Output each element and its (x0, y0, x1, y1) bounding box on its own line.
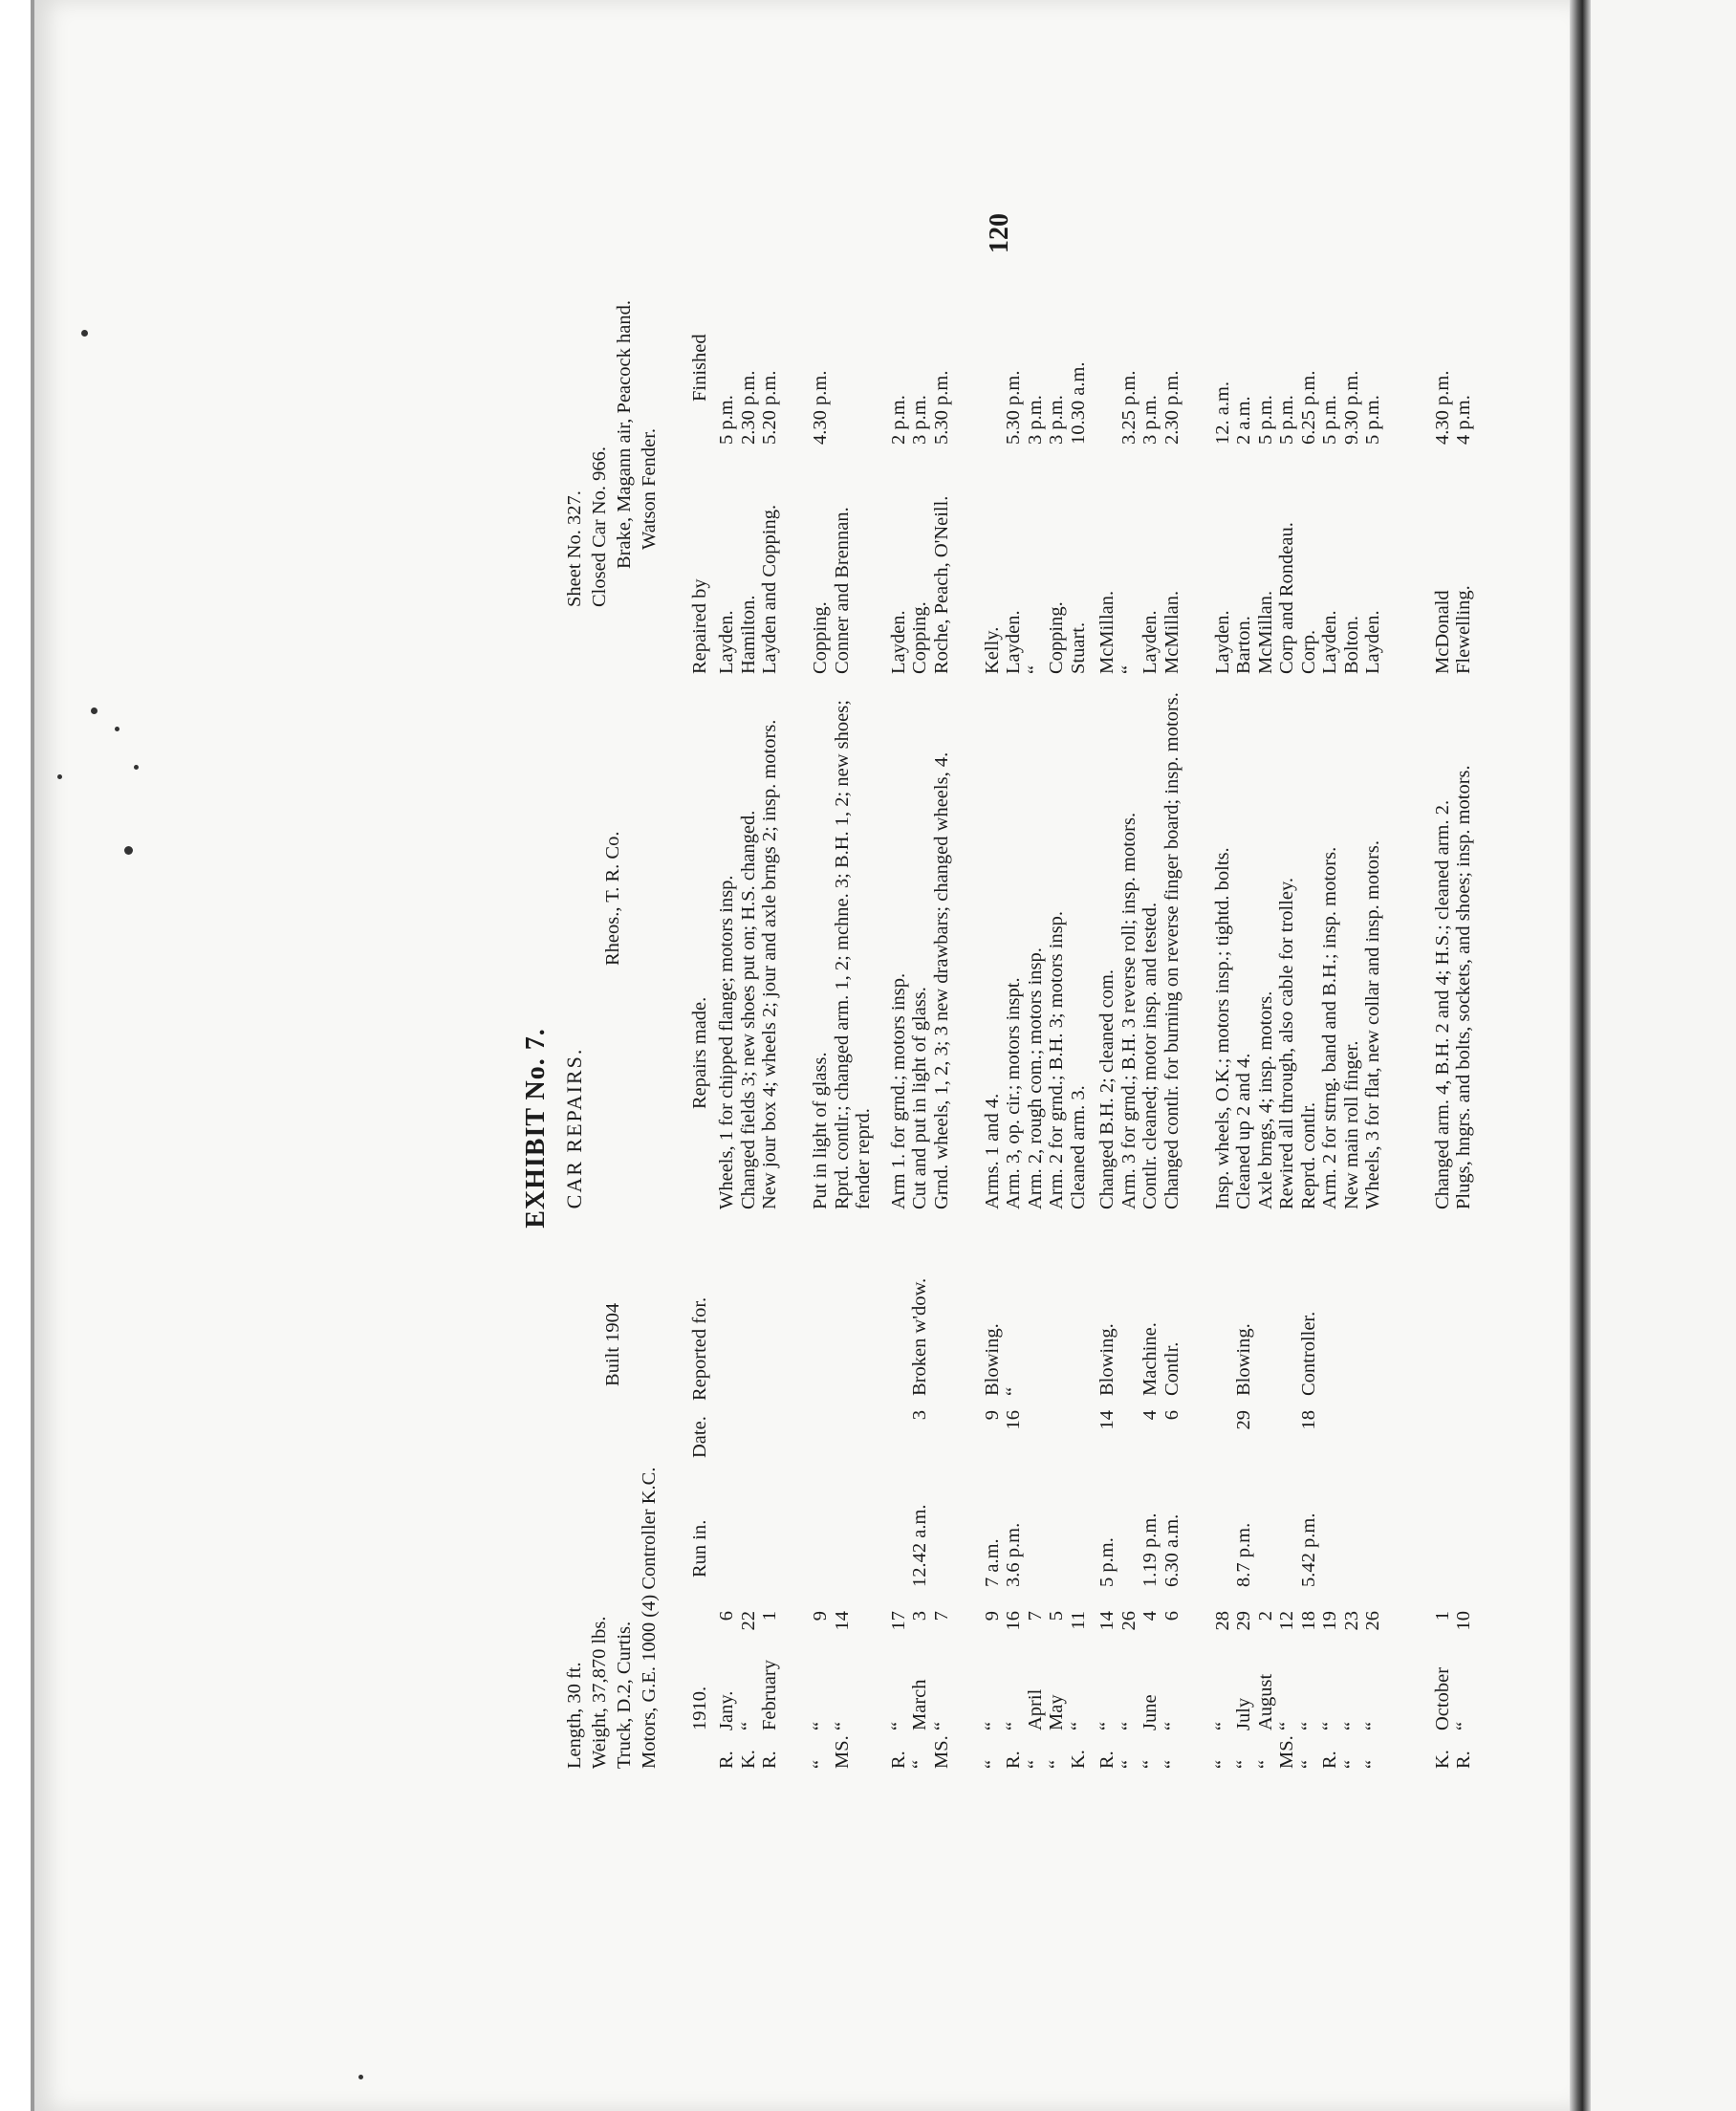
row-day: 3 (909, 1611, 930, 1621)
row-repaired-by: “ (1118, 664, 1139, 674)
table-header (684, 316, 716, 1769)
row-finished: 4.30 p.m. (810, 370, 831, 445)
row-repaired-by: Layden. (1211, 610, 1233, 674)
row-day: 26 (1362, 1611, 1383, 1631)
row-day: 26 (1118, 1611, 1139, 1631)
row-run-in: 6.30 a.m. (1161, 1513, 1183, 1587)
row-month: “ (1118, 1721, 1139, 1730)
row-finished: 5.30 p.m. (930, 370, 952, 445)
row-repaired-by: Layden. (887, 610, 909, 674)
row-month: “ (1161, 1721, 1183, 1730)
row-finished: 5 p.m. (716, 395, 737, 445)
row-run-in: 12.42 a.m. (909, 1504, 930, 1587)
spec-line: Truck, D.2, Curtis. (614, 1621, 635, 1769)
row-day: 9 (810, 1611, 831, 1621)
row-day: 6 (1161, 1611, 1183, 1621)
row-code: R. (1096, 1751, 1118, 1769)
row-month: April (1024, 1688, 1046, 1730)
row-repaired-by: Kelly. (981, 626, 1003, 674)
row-repairs-made: Arm 1. for grnd.; motors insp. (887, 972, 909, 1209)
row-repaired-by: Layden. (1139, 610, 1161, 674)
row-repaired-by: Stuart. (1067, 621, 1089, 674)
row-month: “ (831, 1721, 853, 1730)
dust-speck (124, 846, 133, 855)
built-year: Built 1904 (602, 1302, 623, 1386)
row-repairs-made: Changed contlr. for burning on reverse finger board; insp. motors. (1161, 692, 1183, 1209)
row-repairs-made: Grnd. wheels, 1, 2, 3; 3 new drawbars; changed wheels, 4. (930, 751, 952, 1209)
row-repairs-made: Rprd. contlr.; changed arm. 1, 2; mchne. 3; B.H. 1, 2; new shoes; fender reprd. (831, 700, 874, 1209)
row-repaired-by: McDonald (1431, 590, 1453, 674)
row-date: 16 (1003, 1410, 1024, 1430)
car-info (564, 300, 663, 607)
table-row (1362, 316, 1384, 1769)
row-code: K. (1431, 1750, 1453, 1769)
header-year: 1910. (689, 1686, 710, 1730)
row-repairs-made: Changed arm. 4, B.H. 2 and 4; H.S.; cleaned arm. 2. (1431, 799, 1453, 1209)
spec-line: Motors, G.E. 1000 (4) Controller K.C. (639, 1467, 660, 1769)
row-code: “ (1139, 1759, 1161, 1769)
row-day: 23 (1340, 1611, 1362, 1631)
table-row (888, 316, 910, 1769)
row-day: 4 (1139, 1611, 1161, 1621)
row-day: 28 (1211, 1611, 1233, 1631)
info-line: Closed Car No. 966. (589, 446, 610, 607)
row-finished: 5.30 p.m. (1003, 370, 1024, 445)
row-run-in: 8.7 p.m. (1233, 1522, 1254, 1587)
row-repaired-by: Barton. (1233, 616, 1254, 674)
row-finished: 3 p.m. (909, 395, 930, 445)
row-day: 11 (1067, 1611, 1089, 1630)
exhibit-title: EXHIBIT No. 7. (521, 1028, 551, 1229)
row-month: “ (1297, 1721, 1319, 1730)
row-repairs-made: Arm. 2 for grnd.; B.H. 3; motors insp. (1046, 910, 1067, 1209)
row-spacer (1089, 316, 1096, 1769)
row-date: 4 (1139, 1410, 1161, 1421)
table-row (909, 316, 931, 1769)
table-row (1432, 316, 1454, 1769)
rheostat-info: Rheos., T. R. Co. (602, 831, 623, 966)
dust-speck (57, 774, 62, 779)
header-finished: Finished (689, 334, 710, 402)
row-repaired-by: Layden and Copping. (759, 504, 780, 674)
row-day: 1 (759, 1611, 780, 1621)
table-row (738, 316, 760, 1769)
row-repaired-by: Conner and Brennan. (831, 507, 853, 674)
row-repaired-by: Roche, Peach, O'Neill. (930, 495, 952, 674)
row-repairs-made: Arm. 3, op. cir.; motors inspt. (1003, 977, 1024, 1209)
row-repairs-made: Axle brngs, 4; insp. motors. (1254, 990, 1276, 1209)
row-reported-for: Controller. (1297, 1311, 1319, 1396)
table-body (716, 316, 1496, 1769)
row-repaired-by: “ (1024, 664, 1046, 674)
row-finished: 6.25 p.m. (1297, 370, 1319, 445)
row-code: “ (981, 1759, 1003, 1769)
row-finished: 3.25 p.m. (1118, 370, 1139, 445)
table-row (759, 316, 802, 1769)
row-finished: 9.30 p.m. (1340, 370, 1362, 445)
row-run-in: 3.6 p.m. (1003, 1522, 1024, 1587)
row-day: 10 (1453, 1611, 1474, 1631)
row-repairs-made: Arm. 3 for grnd.; B.H. 3 reverse roll; insp. motors. (1118, 812, 1139, 1209)
table-row (1025, 316, 1047, 1769)
row-code: K. (737, 1750, 759, 1769)
dust-speck (134, 765, 139, 770)
row-repaired-by: Copping. (810, 601, 831, 674)
row-date: 6 (1161, 1410, 1183, 1421)
row-repaired-by: McMillan. (1096, 590, 1118, 674)
row-reported-for: Blowing. (1096, 1323, 1118, 1396)
row-month: “ (1276, 1721, 1297, 1730)
row-date: 14 (1096, 1410, 1118, 1430)
row-month: October (1431, 1666, 1453, 1730)
table-row (1453, 316, 1496, 1769)
table-row (1046, 316, 1068, 1769)
row-repaired-by: Corp and Rondeau. (1276, 522, 1297, 674)
dust-speck (358, 2075, 363, 2079)
row-repairs-made: Rewired all through, also cable for trolley. (1276, 877, 1297, 1209)
row-month: “ (1096, 1721, 1118, 1730)
row-repairs-made: Wheels, 1 for chipped flange; motors insp. (716, 875, 737, 1209)
row-month: “ (887, 1721, 909, 1730)
row-reported-for: Blowing. (1233, 1323, 1254, 1396)
row-code: “ (1161, 1759, 1183, 1769)
row-repairs-made: Insp. wheels, O.K.; motors insp.; tightd. bolts. (1211, 847, 1233, 1209)
row-reported-for: Broken w'dow. (909, 1277, 930, 1396)
table-row (1233, 316, 1255, 1769)
table-row (1139, 316, 1161, 1769)
row-reported-for: Contlr. (1161, 1341, 1183, 1396)
header-repaired-by: Repaired by (689, 578, 710, 674)
row-date: 29 (1233, 1410, 1254, 1430)
row-repairs-made: Cleaned up 2 and 4. (1233, 1053, 1254, 1209)
row-day: 17 (887, 1611, 909, 1631)
row-code: K. (1067, 1750, 1089, 1769)
table-row (1341, 316, 1363, 1769)
row-repaired-by: Bolton. (1340, 616, 1362, 674)
row-repaired-by: McMillan. (1161, 590, 1183, 674)
row-finished: 5 p.m. (1362, 395, 1383, 445)
table-row (982, 316, 1004, 1769)
row-spacer (974, 316, 982, 1769)
row-code: R. (1319, 1751, 1340, 1769)
row-finished: 2 a.m. (1233, 396, 1254, 445)
info-line: Brake, Magann air, Peacock hand. (614, 300, 635, 569)
row-run-in: 1.19 p.m. (1139, 1513, 1161, 1587)
row-spacer (1204, 316, 1212, 1769)
header-run-in: Run in. (689, 1519, 710, 1578)
row-month: March (909, 1679, 930, 1730)
row-month: August (1254, 1673, 1276, 1730)
row-repairs-made: Arms. 1 and 4. (981, 1093, 1003, 1209)
row-day: 5 (1046, 1611, 1067, 1621)
row-finished: 5 p.m. (1319, 395, 1340, 445)
table-row (1118, 316, 1140, 1769)
row-day: 9 (981, 1611, 1003, 1621)
row-month: “ (1362, 1721, 1383, 1730)
repairs-table (684, 316, 1496, 1769)
row-finished: 12. a.m. (1211, 381, 1233, 445)
info-line: Watson Fender. (639, 427, 660, 550)
row-finished: 2.30 p.m. (737, 370, 759, 445)
row-day: 29 (1233, 1611, 1254, 1631)
row-reported-for: Machine. (1139, 1322, 1161, 1396)
page-number: 120 (985, 213, 1014, 253)
row-finished: 3 p.m. (1046, 395, 1067, 445)
table-row (1298, 316, 1320, 1769)
row-month: “ (1003, 1721, 1024, 1730)
row-code: “ (810, 1759, 831, 1769)
header-date: Date. (689, 1416, 710, 1458)
row-spacer (875, 316, 888, 1769)
info-line: Sheet No. 327. (564, 490, 585, 607)
row-code: R. (716, 1751, 737, 1769)
car-specs (564, 1468, 663, 1769)
row-run-in: 5 p.m. (1096, 1537, 1118, 1587)
rotated-content (516, 213, 1735, 1807)
row-day: 2 (1254, 1611, 1276, 1621)
row-code: R. (759, 1751, 780, 1769)
row-repaired-by: Flewelling. (1453, 585, 1474, 674)
row-repaired-by: Copping. (909, 601, 930, 674)
row-repairs-made: Changed fields 3; new shoes put on; H.S. changed. (737, 810, 759, 1209)
header-repairs-made: Repairs made. (689, 996, 710, 1109)
row-month: “ (1453, 1721, 1474, 1730)
row-month: “ (737, 1721, 759, 1730)
row-code: “ (1024, 1759, 1046, 1769)
row-day: 14 (831, 1611, 853, 1631)
table-row (1255, 316, 1277, 1769)
section-subtitle: CAR REPAIRS. (562, 1047, 586, 1209)
row-repairs-made: Plugs, hngrs. and bolts, sockets, and shoes; insp. motors. (1453, 765, 1474, 1209)
row-month: June (1139, 1694, 1161, 1730)
table-row (1319, 316, 1341, 1769)
row-reported-for: “ (1003, 1386, 1024, 1396)
row-finished: 5 p.m. (1254, 395, 1276, 445)
row-month: “ (1340, 1721, 1362, 1730)
row-spacer (802, 316, 810, 1769)
row-run-in: 5.42 p.m. (1297, 1513, 1319, 1587)
row-finished: 4 p.m. (1453, 395, 1474, 445)
row-month: “ (1067, 1721, 1089, 1730)
row-repairs-made: Cleaned arm. 3. (1067, 1085, 1089, 1209)
row-date: 18 (1297, 1410, 1319, 1430)
row-run-in: 7 a.m. (981, 1538, 1003, 1587)
row-repairs-made: Wheels, 3 for flat, new collar and insp. motors. (1362, 840, 1383, 1209)
table-row (1003, 316, 1025, 1769)
row-repaired-by: Layden. (716, 610, 737, 674)
row-finished: 5 p.m. (1276, 395, 1297, 445)
row-code: MS. (1276, 1735, 1297, 1769)
table-row (832, 316, 875, 1769)
row-month: “ (981, 1721, 1003, 1730)
row-repairs-made: Cut and put in light of glass. (909, 987, 930, 1209)
table-row (810, 316, 832, 1769)
row-day: 6 (716, 1611, 737, 1621)
row-month: “ (1319, 1721, 1340, 1730)
table-row (1276, 316, 1298, 1769)
row-code: “ (1211, 1759, 1233, 1769)
row-finished: 3 p.m. (1024, 395, 1046, 445)
row-repaired-by: Layden. (1319, 610, 1340, 674)
row-day: 16 (1003, 1611, 1024, 1631)
table-row (1161, 316, 1204, 1769)
row-code: “ (1254, 1759, 1276, 1769)
row-day: 12 (1276, 1611, 1297, 1631)
row-reported-for: Blowing. (981, 1323, 1003, 1396)
row-date: 9 (981, 1410, 1003, 1421)
row-repairs-made: New jour box 4; wheels 2; jour and axle brngs 2; insp. motors. (759, 719, 780, 1209)
row-repairs-made: Arm. 2 for strng. band and B.H.; insp. motors. (1319, 846, 1340, 1209)
row-month: May (1046, 1694, 1067, 1730)
row-repaired-by: Hamilton. (737, 595, 759, 674)
row-day: 19 (1319, 1611, 1340, 1631)
row-day: 22 (737, 1611, 759, 1631)
row-code: “ (1046, 1759, 1067, 1769)
row-code: MS. (930, 1735, 952, 1769)
spec-line: Length, 30 ft. (564, 1662, 585, 1769)
row-finished: 10.30 a.m. (1067, 361, 1089, 445)
row-repaired-by: Copping. (1046, 601, 1067, 674)
row-code: “ (1362, 1759, 1383, 1769)
dust-speck (91, 707, 98, 714)
row-code: R. (887, 1751, 909, 1769)
row-repaired-by: McMillan. (1254, 590, 1276, 674)
table-row (1212, 316, 1234, 1769)
row-code: “ (909, 1759, 930, 1769)
row-repairs-made: Reprd. contlr. (1297, 1101, 1319, 1209)
row-repaired-by: Layden. (1003, 610, 1024, 674)
row-finished: 4.30 p.m. (1431, 370, 1453, 445)
row-day: 18 (1297, 1611, 1319, 1631)
row-spacer (1384, 316, 1432, 1769)
table-row (931, 316, 974, 1769)
table-row (1068, 316, 1090, 1769)
row-month: “ (930, 1721, 952, 1730)
row-code: MS. (831, 1735, 853, 1769)
row-month: “ (810, 1721, 831, 1730)
row-month: “ (1211, 1721, 1233, 1730)
row-code: “ (1297, 1759, 1319, 1769)
row-repairs-made: Changed B.H. 2; cleaned com. (1096, 968, 1118, 1209)
row-repaired-by: Layden. (1362, 610, 1383, 674)
row-day: 14 (1096, 1611, 1118, 1631)
header-reported-for: Reported for. (689, 1296, 710, 1401)
table-row (1096, 316, 1118, 1769)
row-code: “ (1233, 1759, 1254, 1769)
dust-speck (81, 330, 88, 337)
row-code: “ (1118, 1759, 1139, 1769)
table-row (716, 316, 738, 1769)
row-code: R. (1453, 1751, 1474, 1769)
row-repairs-made: Put in light of glass. (810, 1052, 831, 1209)
row-repairs-made: Arm. 2, rough com.; motors insp. (1024, 947, 1046, 1209)
dust-speck (115, 727, 119, 731)
row-repairs-made: New main roll finger. (1340, 1040, 1362, 1209)
row-code: “ (1340, 1759, 1362, 1769)
row-finished: 5.20 p.m. (759, 370, 780, 445)
row-day: 1 (1431, 1611, 1453, 1621)
row-finished: 2 p.m. (887, 395, 909, 445)
row-repaired-by: Corp. (1297, 629, 1319, 674)
row-month: Jany. (716, 1690, 737, 1730)
row-month: July (1233, 1697, 1254, 1730)
row-day: 7 (1024, 1611, 1046, 1621)
row-month: February (759, 1659, 780, 1730)
row-day: 7 (930, 1611, 952, 1621)
row-code: R. (1003, 1751, 1024, 1769)
row-date: 3 (909, 1410, 930, 1421)
row-finished: 3 p.m. (1139, 395, 1161, 445)
row-finished: 2.30 p.m. (1161, 370, 1183, 445)
spec-line: Weight, 37,870 lbs. (589, 1616, 610, 1769)
row-repairs-made: Contlr. cleaned; motor insp. and tested. (1139, 902, 1161, 1209)
